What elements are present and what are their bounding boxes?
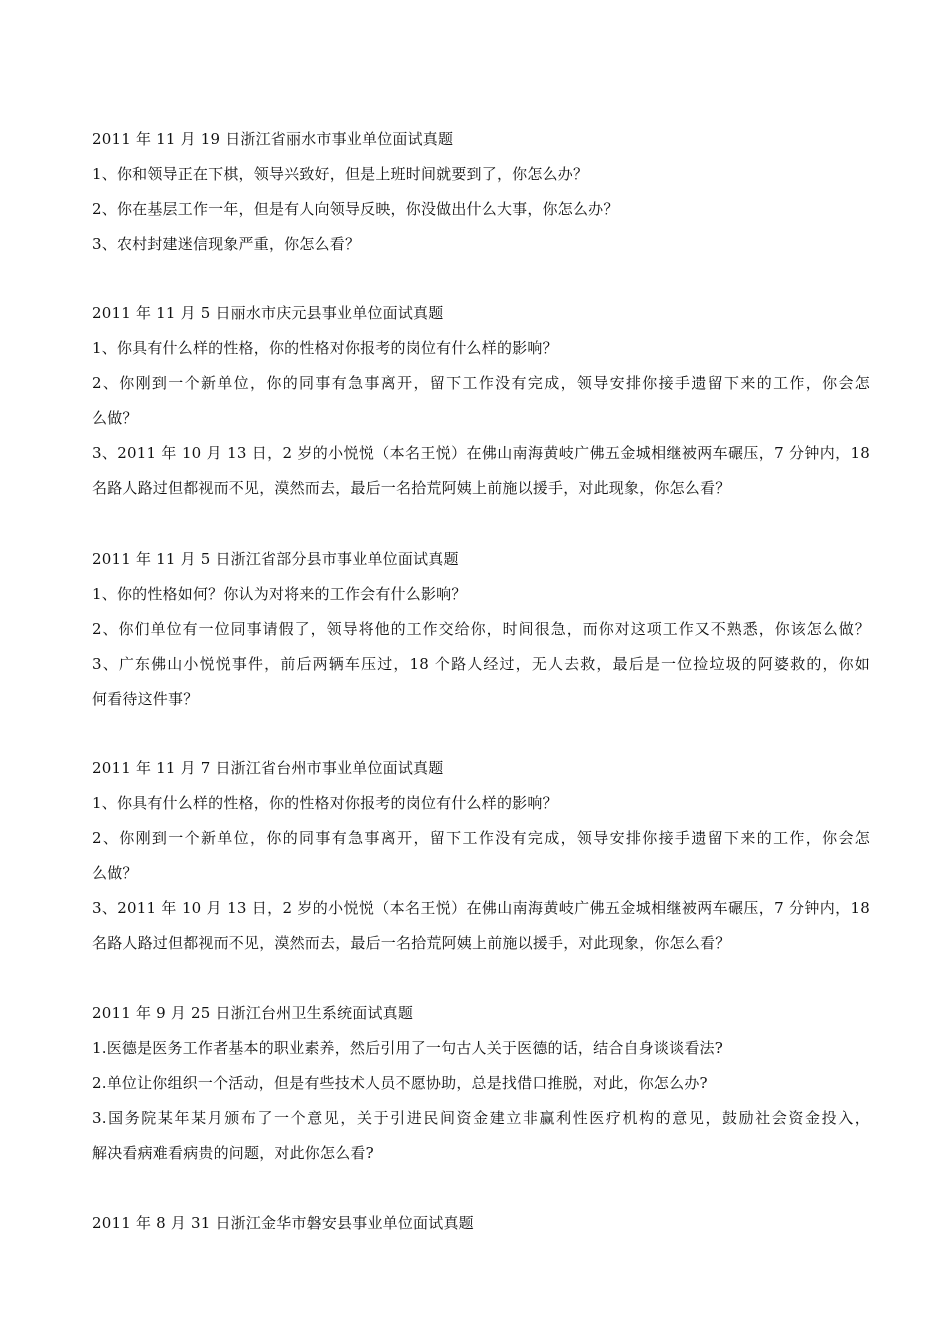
question-line: 么做？ (92, 864, 138, 882)
question-line: 1、你具有什么样的性格，你的性格对你报考的岗位有什么样的影响？ (92, 794, 558, 812)
question-line: 1、你具有什么样的性格，你的性格对你报考的岗位有什么样的影响？ (92, 339, 558, 357)
question-line: 名路人路过但都视而不见，漠然而去，最后一名拾荒阿姨上前施以援手，对此现象，你怎么看？ (92, 934, 731, 952)
section-title: 2011 年 11 月 19 日浙江省丽水市事业单位面试真题 (92, 130, 454, 148)
section-title: 2011 年 11 月 5 日浙江省部分县市事业单位面试真题 (92, 550, 459, 568)
question-line: 解决看病难看病贵的问题，对此你怎么看? (92, 1144, 374, 1162)
section-title: 2011 年 11 月 7 日浙江省台州市事业单位面试真题 (92, 759, 444, 777)
question-line: 名路人路过但都视而不见，漠然而去，最后一名拾荒阿姨上前施以援手，对此现象，你怎么看？ (92, 479, 731, 497)
question-line: 么做？ (92, 409, 138, 427)
question-line: 2、你们单位有一位同事请假了，领导将他的工作交给你，时间很急，而你对这项工作又不熟悉，你该怎么做？ (92, 620, 870, 638)
section-taizhou-health-0925 (92, 996, 870, 1171)
section-title: 2011 年 8 月 31 日浙江金华市磐安县事业单位面试真题 (92, 1214, 474, 1232)
question-line: 1、你和领导正在下棋，领导兴致好，但是上班时间就要到了，你怎么办？ (92, 165, 589, 183)
section-qingyuan-1105 (92, 296, 870, 506)
question-line: 3.国务院某年某月颁布了一个意见，关于引进民间资金建立非赢利性医疗机构的意见，鼓励社会资金投入， (92, 1109, 870, 1127)
question-line: 2、你在基层工作一年，但是有人向领导反映，你没做出什么大事，你怎么办？ (92, 200, 619, 218)
section-title: 2011 年 11 月 5 日丽水市庆元县事业单位面试真题 (92, 304, 444, 322)
question-line: 3、广东佛山小悦悦事件，前后两辆车压过，18 个路人经过，无人去救，最后是一位捡垃圾的阿婆救的，你如 (92, 655, 870, 673)
question-line: 2.单位让你组织一个活动，但是有些技术人员不愿协助，总是找借口推脱，对此，你怎么办? (92, 1074, 708, 1092)
section-title: 2011 年 9 月 25 日浙江台州卫生系统面试真题 (92, 1004, 414, 1022)
section-taizhou-1107 (92, 751, 870, 961)
question-line: 1.医德是医务工作者基本的职业素养，然后引用了一句古人关于医德的话，结合自身谈谈看法? (92, 1039, 723, 1057)
question-line: 3、农村封建迷信现象严重，你怎么看？ (92, 235, 361, 253)
section-panan-0831 (92, 1206, 870, 1241)
section-lishui-1119 (92, 122, 870, 262)
question-line: 2、你刚到一个新单位，你的同事有急事离开，留下工作没有完成，领导安排你接手遗留下来的工作，你会怎 (92, 374, 870, 392)
question-line: 何看待这件事？ (92, 690, 199, 708)
question-line: 2、你刚到一个新单位，你的同事有急事离开，留下工作没有完成，领导安排你接手遗留下来的工作，你会怎 (92, 829, 870, 847)
question-line: 3、2011 年 10 月 13 日，2 岁的小悦悦（本名王悦）在佛山南海黄岐广佛五金城相继被两车碾压，7 分钟内，18 (92, 444, 870, 462)
question-line: 1、你的性格如何？你认为对将来的工作会有什么影响？ (92, 585, 467, 603)
question-line: 3、2011 年 10 月 13 日，2 岁的小悦悦（本名王悦）在佛山南海黄岐广佛五金城相继被两车碾压，7 分钟内，18 (92, 899, 870, 917)
section-counties-1105 (92, 542, 870, 717)
